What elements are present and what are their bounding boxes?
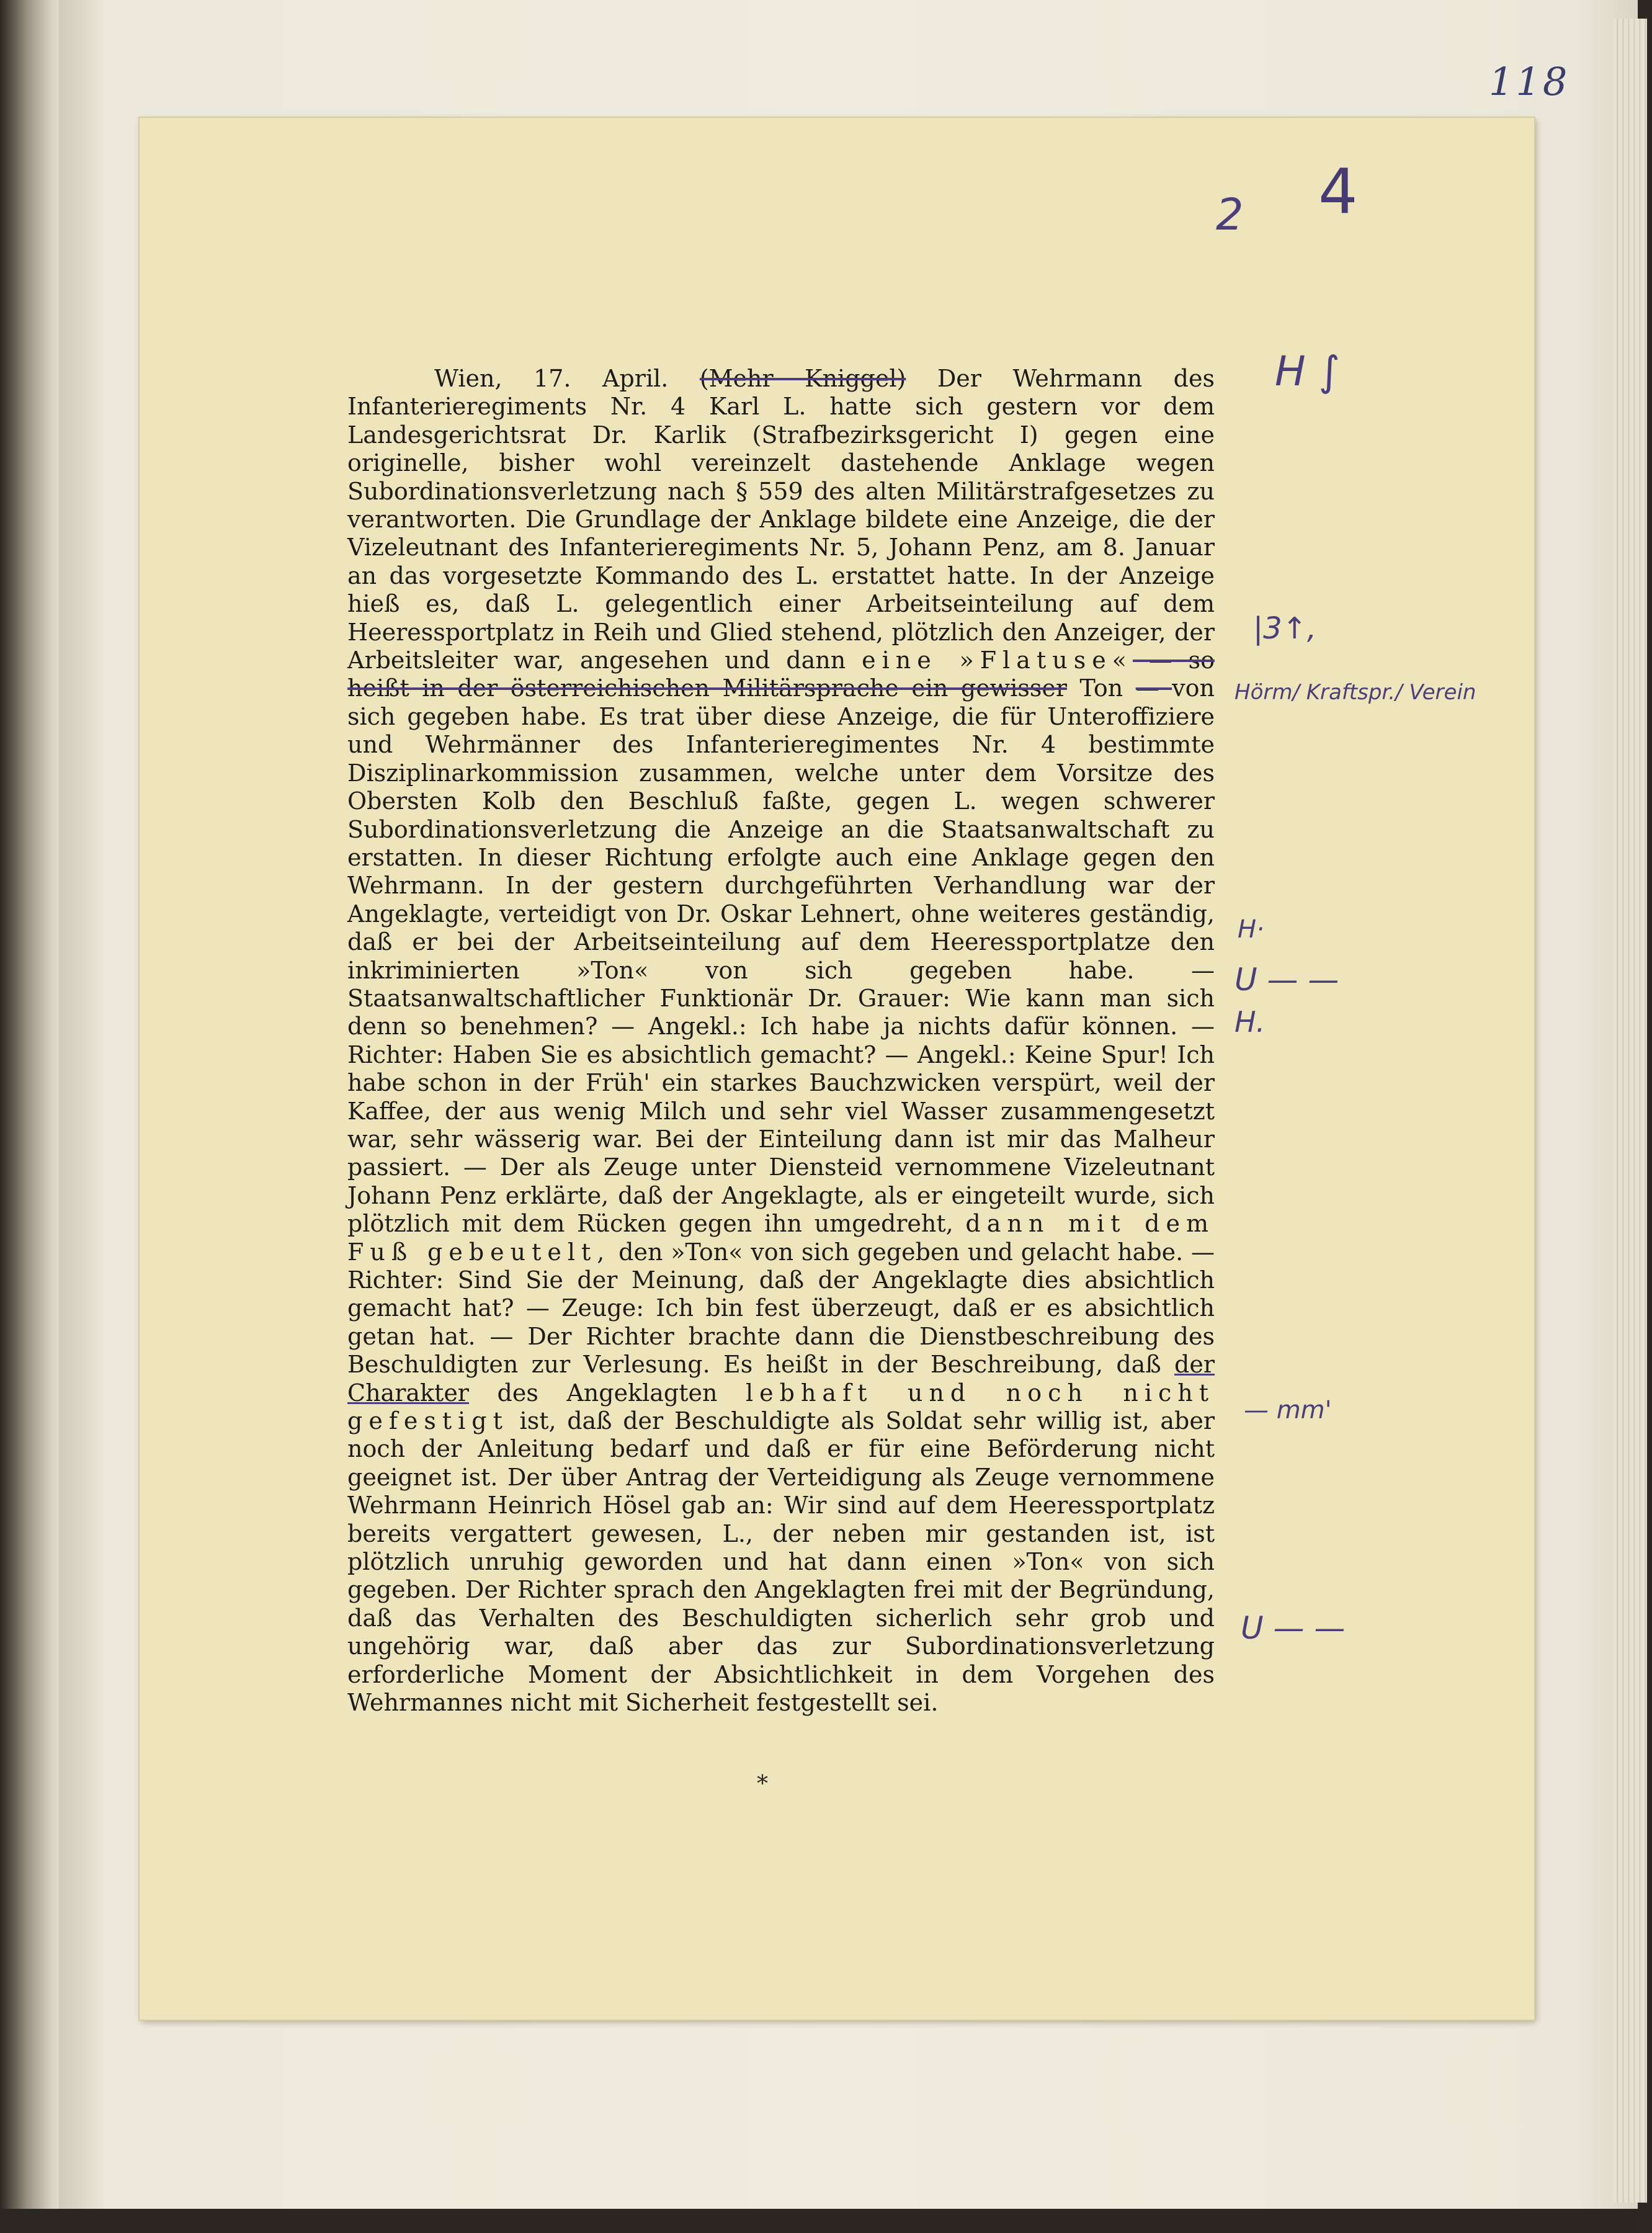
article-text-run: Ton [1067, 674, 1136, 702]
margin-note: Hörm/ Kraftspr./ Verein [1235, 680, 1476, 705]
end-ornament: * [757, 1771, 768, 1797]
article-text-run: lebhaft und noch nicht gefestigt [347, 1379, 1215, 1435]
article-text-run: eine »Flatuse« [862, 647, 1133, 674]
article-text-run: der Charakter [347, 1351, 1215, 1407]
handwritten-mark-2: 2 [1216, 189, 1244, 240]
handwritten-mark-4: 4 [1318, 155, 1358, 228]
article-paragraph [347, 365, 1215, 1717]
margin-note: U — — [1241, 1610, 1346, 1646]
article-text-run: — so heißt in der österreichischen Militärsprache ein gewisser [347, 647, 1215, 702]
margin-note: H· [1238, 915, 1264, 944]
article-text-run: ist, daß der Beschuldigte als Soldat sehr willig ist, aber noch der Anleitung bedarf und daß er für eine Beförderung nicht geeignet ist. Der über Antrag der Verteidigung als Zeuge vernommene Wehrmann Heinrich Hösel gab an: Wir sind auf dem Heeressportplatz bereits vergattert gewesen, L., der neben mir gestanden ist, ist plötzlich unruhig geworden und hat dann einen »Ton« von sich gegeben. Der Richter sprach den Angeklagten frei mit der Begründung, daß das Verhalten des Beschuldigten sicherlich sehr grob und ungehörig war, daß aber das zur Subordinationsverletzung erforderliche Moment der Absichtlichkeit in dem Vorgehen des Wehrmannes nicht mit Sicherheit festgestellt sei. [347, 1407, 1215, 1717]
margin-note: U — — [1235, 962, 1339, 998]
article-text-run: Der Wehrmann des Infanterieregiments Nr. 4 Karl L. hatte sich gestern vor dem Landesgerichtsrat Dr. Karlik (Strafbezirksgericht I) gegen eine originelle, bisher wohl vereinzelt dastehende Anklage wegen Subordinationsverletzung nach § 559 des alten Militärstrafgesetzes zu verantworten. Die Grundlage der Anklage bildete eine Anzeige, die der Vizeleutnant des Infanterieregiments Nr. 5, Johann Penz, am 8. Januar an das vorgesetzte Kommando des L. erstattet hatte. In der Anzeige hieß es, daß L. gelegentlich einer Arbeitseinteilung auf dem Heeressportplatz in Reih und Glied stehend, plötzlich den Anzeiger, der Arbeitsleiter war, angesehen und dann [347, 365, 1215, 674]
margin-note: — mm' [1244, 1396, 1332, 1425]
struck-headline: (Mehr Kniggel) [699, 365, 906, 392]
margin-note: |3↑, [1253, 611, 1317, 646]
dateline: Wien, 17. April. [434, 365, 669, 392]
article-text-run: — [1135, 674, 1172, 702]
folio-number: 118 [1489, 59, 1570, 104]
page-edges [1613, 19, 1647, 2203]
handwritten-mark-h: H ∫ [1275, 347, 1340, 395]
margin-note: H. [1235, 1005, 1266, 1039]
article-text-run: den »Ton« von sich gegeben und gelacht habe. — Richter: Sind Sie der Meinung, daß der Angeklagte dies absichtlich gemacht hat? — Zeuge: Ich bin fest überzeugt, daß er es absichtlich getan hat. — Der Richter brachte dann die Dienstbeschreibung des Beschuldigten zur Verlesung. Es heißt in der Beschreibung, daß [347, 1238, 1215, 1379]
article-text-run: dann mit dem Fuß gebeutelt, [347, 1210, 1215, 1266]
article-text-run: von sich gegeben habe. Es trat über diese Anzeige, die für Unteroffiziere und Wehrmänner des Infanterieregimentes Nr. 4 bestimmte Disziplinarkommission zusammen, welche unter dem Vorsitze des Obersten Kolb den Beschluß faßte, gegen L. wegen schwerer Subordinationsverletzung die Anzeige an die Staatsanwaltschaft zu erstatten. In dieser Richtung erfolgte auch eine Anklage gegen den Wehrmann. In der gestern durchgeführten Verhandlung war der Angeklagte, verteidigt von Dr. Oskar Lehnert, ohne weiteres geständig, daß er bei der Arbeitseinteilung auf dem Heeressportplatze den inkriminierten »Ton« von sich gegeben habe. — Staatsanwaltschaftlicher Funktionär Dr. Grauer: Wie kann man sich denn so benehmen? — Angekl.: Ich habe ja nichts dafür können. — Richter: Haben Sie es absichtlich gemacht? — Angekl.: Keine Spur! Ich habe schon in der Früh' ein starkes Bauchzwicken verspürt, weil der Kaffee, der aus wenig Milch und sehr viel Wasser zusammengesetzt war, sehr wässerig war. Bei der Einteilung dann ist mir das Malheur passiert. — Der als Zeuge unter Diensteid vernommene Vizeleutnant Johann Penz erklärte, daß der Angeklagte, als er eingeteilt wurde, sich plötzlich mit dem Rücken gegen ihn umgedreht, [347, 674, 1215, 1238]
article-text-run: des Angeklagten [468, 1379, 746, 1407]
bottom-shadow [59, 2209, 1638, 2233]
binding-left-page [0, 0, 68, 2209]
article-text [347, 365, 1215, 1717]
